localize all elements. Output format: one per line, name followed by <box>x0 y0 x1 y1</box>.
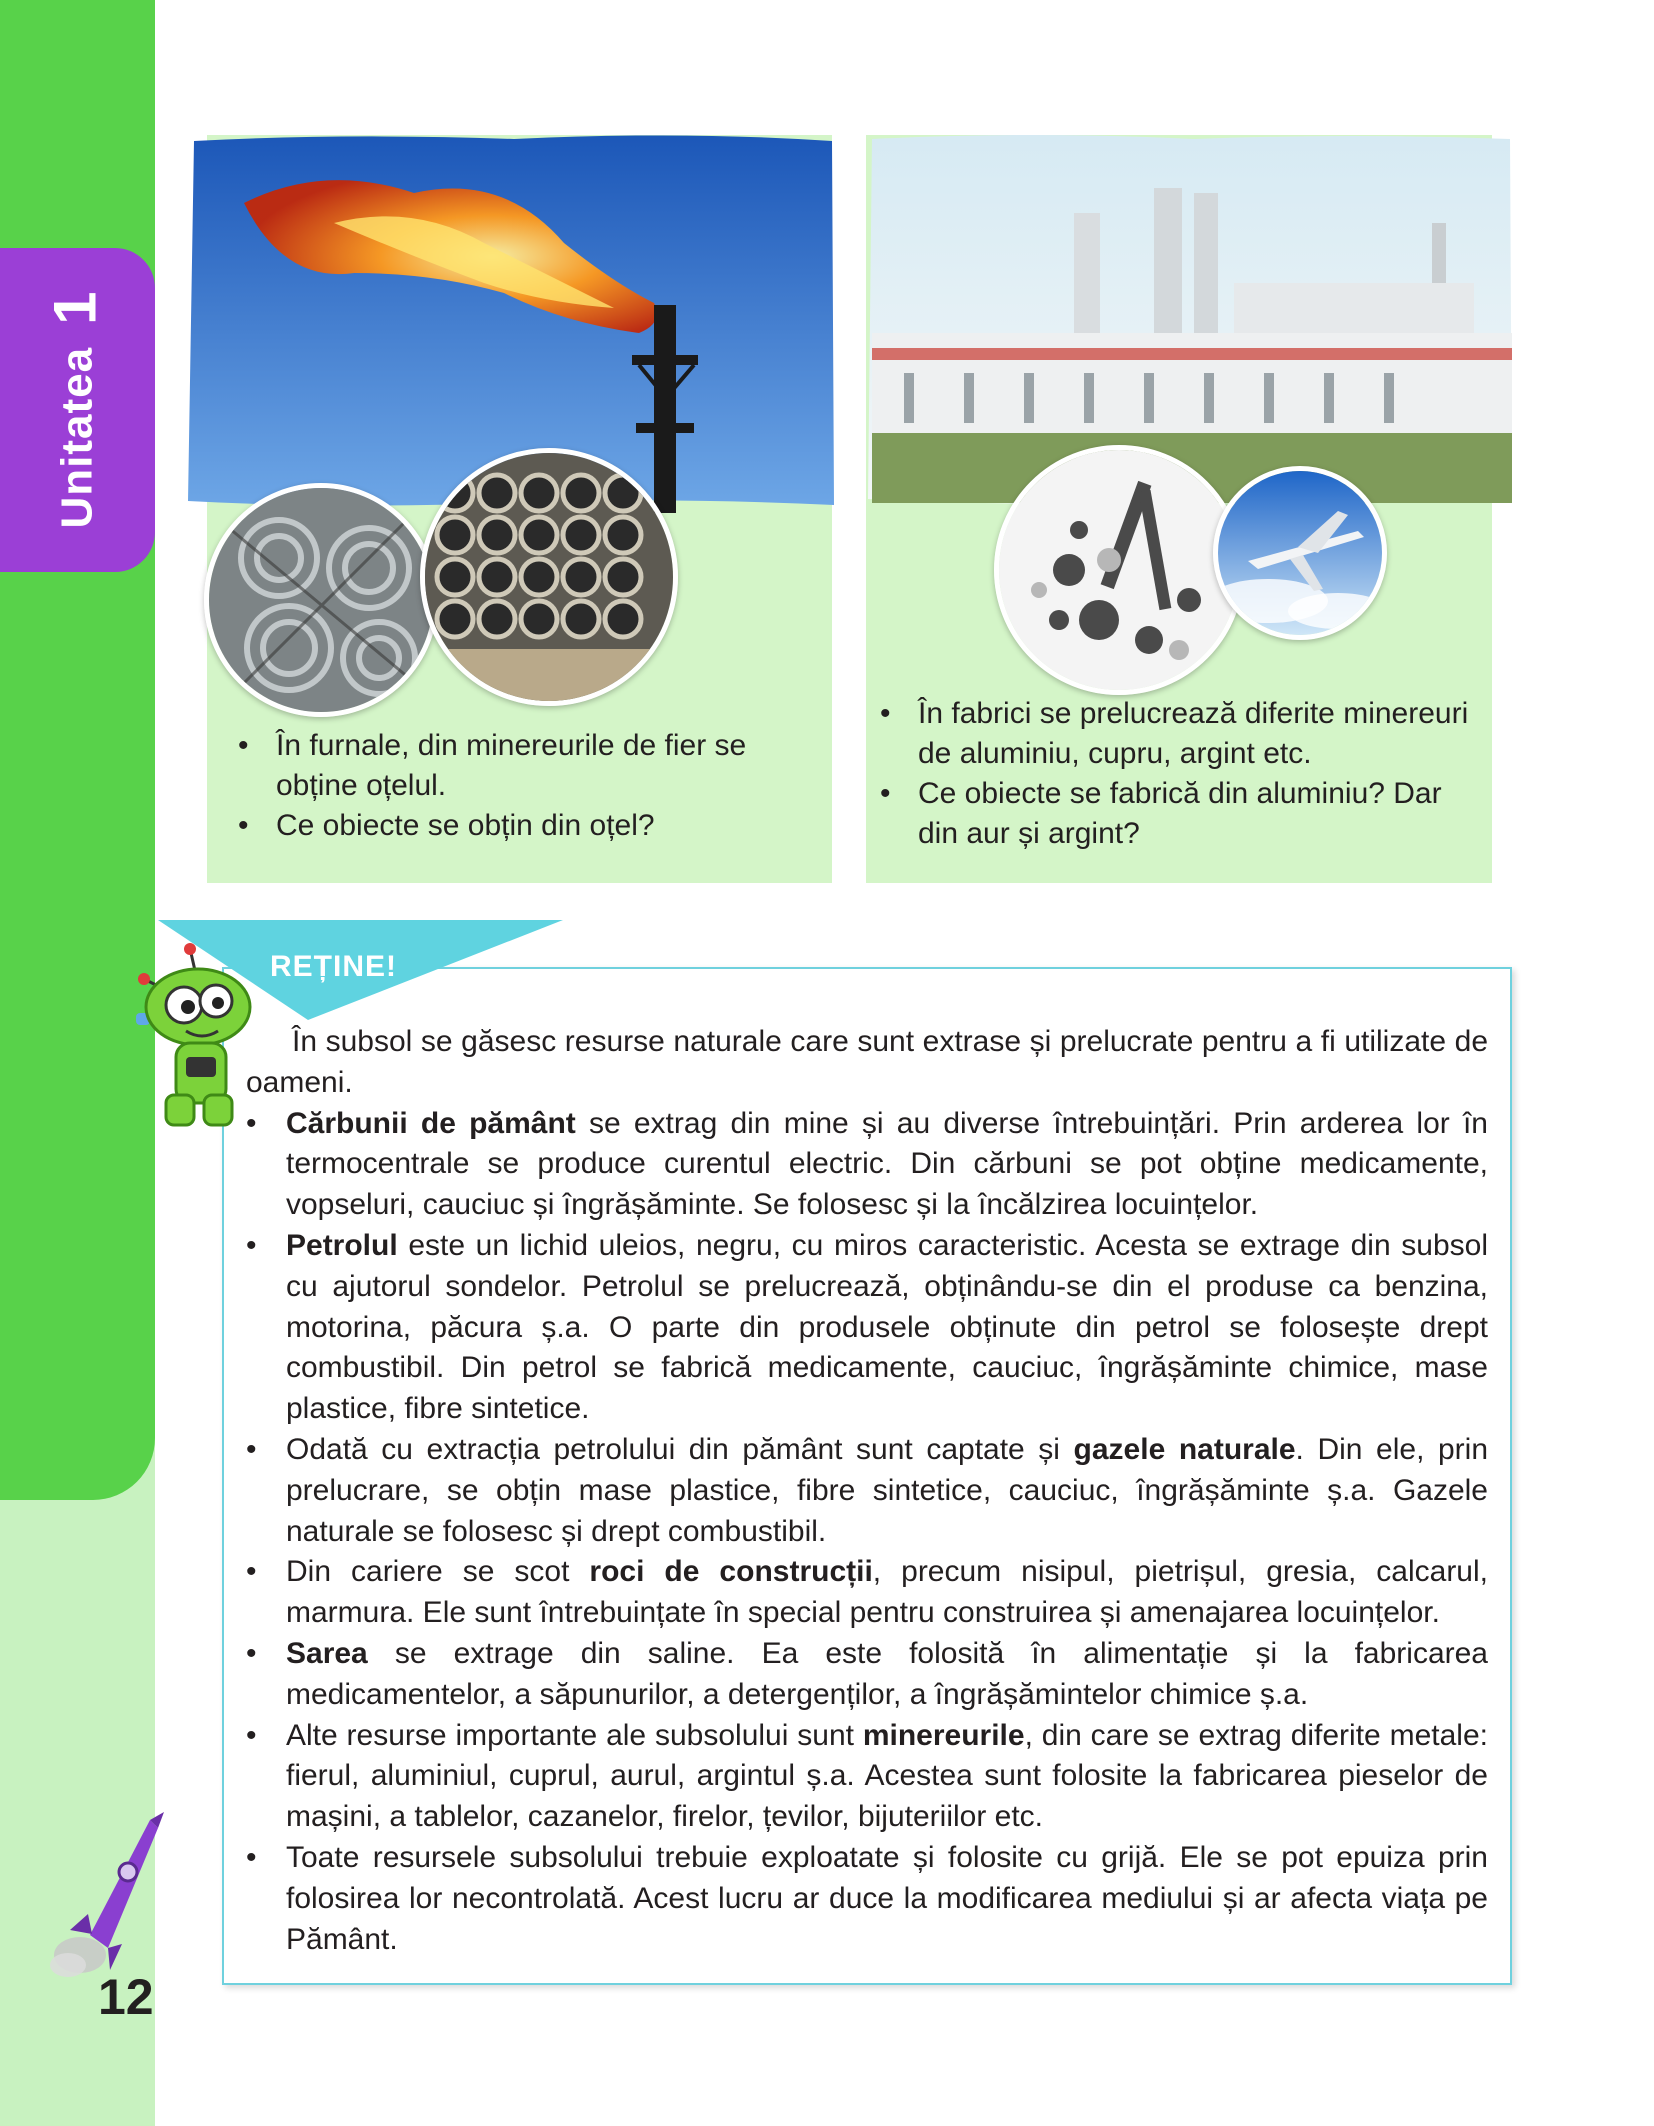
unit-word: Unitatea <box>52 346 102 529</box>
unit-number: 1 <box>41 291 109 325</box>
unit-label <box>41 292 110 529</box>
list-item: • În furnale, din minereurile de fier se obține oțelul. <box>230 726 800 806</box>
list-item: • Alte resurse importante ale subsolului sunt minereurile, din care se extrag diferite metale: fierul, aluminiul, cuprul, aurul, argintul ș.a. Acestea sunt folosite la fabricarea pieselor de mașini, a tablelor, cazanelor, firelor, țevilor, bijuteriilor etc. <box>246 1716 1488 1838</box>
list-item: • Ce obiecte se fabrică din aluminiu? Dar din aur și argint? <box>872 774 1482 854</box>
rocket-illustration <box>40 1810 170 1980</box>
sidebar-green-band <box>0 0 155 1500</box>
steel-wire-coils-photo <box>204 483 438 717</box>
airplane-photo <box>1213 466 1387 640</box>
factory-photo <box>864 133 1516 509</box>
list-item: • Toate resursele subsolului trebuie exploatate și folosite cu grijă. Ele se pot epuiza prin folosirea lor necontrolată. Acest lucru ar duce la modificarea mediului și ar afecta viața pe Pământ. <box>246 1838 1488 1960</box>
retine-intro: În subsol se găsesc resurse naturale care sunt extrase și prelucrate pentru a fi utilizate de oameni. <box>246 1025 1488 1099</box>
retine-list <box>246 1104 1488 1961</box>
list-item: • Sarea se extrage din saline. Ea este folosită în alimentație și la fabricarea medicamentelor, a săpunurilor, a detergenților, a îngrășămintelor chimice ș.a. <box>246 1634 1488 1716</box>
list-item: • Cărbunii de pământ se extrag din mine și au diverse întrebuințări. Prin arderea lor în termocentrale se produce curentul electric. Din cărbuni se pot obține medicamente, vopseluri, cauciuc și îngrășăminte. Se folosesc și la încălzirea locuințelor. <box>246 1104 1488 1226</box>
list-item: • Ce obiecte se obțin din oțel? <box>230 806 800 846</box>
list-item: • Din cariere se scot roci de construcții, precum nisipul, pietrișul, gresia, calcarul, marmura. Ele sunt întrebuințate în special pentru construirea și amenajarea locuințelor. <box>246 1552 1488 1634</box>
list-item: • Odată cu extracția petrolului din pământ sunt captate și gazele naturale. Din ele, prin prelucrare, se obțin mase plastice, fibre sintetice, cauciuc, îngrășăminte ș.a. Gazele naturale se folosesc și drept combustibil. <box>246 1430 1488 1552</box>
metal-parts-photo <box>994 445 1244 695</box>
retine-title: REȚINE! <box>270 950 397 983</box>
retine-content <box>246 1022 1488 1960</box>
page-number: 12 <box>98 1969 154 2025</box>
steel-pipes-photo <box>420 448 678 706</box>
list-item: • În fabrici se prelucrează diferite minereuri de aluminiu, cupru, argint etc. <box>872 694 1482 774</box>
card-left-bullets <box>230 726 800 846</box>
card-right-bullets <box>872 694 1482 854</box>
list-item: • Petrolul este un lichid uleios, negru, cu miros caracteristic. Acesta se extrage din subsol cu ajutorul sondelor. Petrolul se prelucrează, obținându-se din el produse ca benzina, motorina, păcura ș.a. O parte din produsele obținute din petrol se folosește drept combustibil. Din petrol se fabrică medicamente, cauciuc, îngrășăminte chimice, mase plastice, fibre sintetice. <box>246 1226 1488 1430</box>
